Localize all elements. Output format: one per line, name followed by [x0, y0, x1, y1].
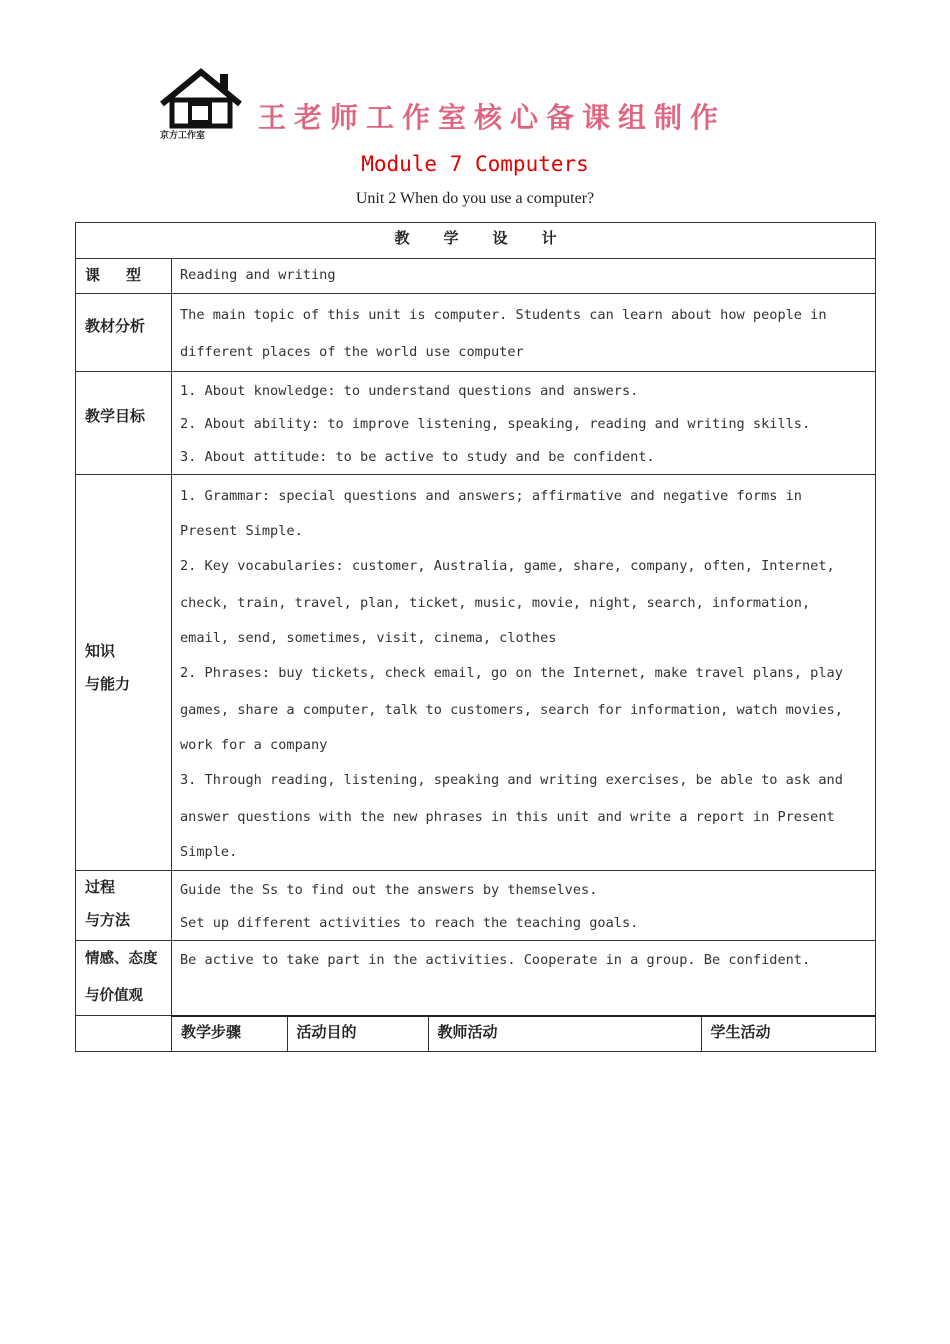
- row-label-knowledge: 知识 与能力: [76, 475, 172, 871]
- row-label-material: 教材分析: [76, 294, 172, 372]
- steps-columns: [172, 1017, 875, 1051]
- row-label-objectives: 教学目标: [76, 372, 172, 475]
- steps-header-row: [172, 1016, 876, 1052]
- row-content-process: Guide the Ss to find out the answers by themselves. Set up different activities to reach the teaching goals.: [172, 871, 876, 941]
- lesson-design-table: [75, 222, 876, 1052]
- row-content-material: The main topic of this unit is computer. Students can learn about how people in different places of the world use computer: [172, 294, 876, 372]
- steps-row-blank: [76, 1016, 172, 1052]
- row-content-knowledge: 1. Grammar: special questions and answers; affirmative and negative forms in Present Simple. 2. Key vocabularies: customer, Australia, game, share, company, often, Internet, check, train, travel, plan, ticket, music, movie, night, search, information, email, send, sometimes, visit, cinema, clothes 2. Phrases: buy tickets, check email, go on the Internet, make travel plans, play games, share a computer, talk to customers, search for information, watch movies, work for a company 3. Through reading, listening, speaking and writing exercises, be able to ask and answer questions with the new phrases in this unit and write a report in Present Simple.: [172, 475, 876, 871]
- page-title: Module 7 Computers: [361, 152, 589, 176]
- column-student-activity: 学生活动: [701, 1017, 875, 1051]
- logo-caption: 京方工作室: [160, 131, 206, 141]
- column-teacher-activity: 教师活动: [428, 1017, 701, 1051]
- studio-banner: 王老师工作室核心备课组制作: [258, 101, 727, 134]
- table-heading: 教学设计: [76, 223, 876, 259]
- row-content-type: Reading and writing: [172, 259, 876, 294]
- column-activity-purpose: 活动目的: [287, 1017, 428, 1051]
- row-label-attitude: 情感、态度 与价值观: [76, 941, 172, 1016]
- column-teaching-steps: 教学步骤: [181, 1022, 242, 1041]
- row-label-process: 过程 与方法: [76, 871, 172, 941]
- row-content-objectives: 1. About knowledge: to understand questions and answers. 2. About ability: to improve listening, speaking, reading and writing skills. 3. About attitude: to be active to study and be confident.: [172, 372, 876, 475]
- page-subtitle: Unit 2 When do you use a computer?: [355, 190, 595, 207]
- row-content-attitude: Be active to take part in the activities. Cooperate in a group. Be confident.: [172, 941, 876, 1016]
- row-label-type: 课型: [76, 259, 172, 294]
